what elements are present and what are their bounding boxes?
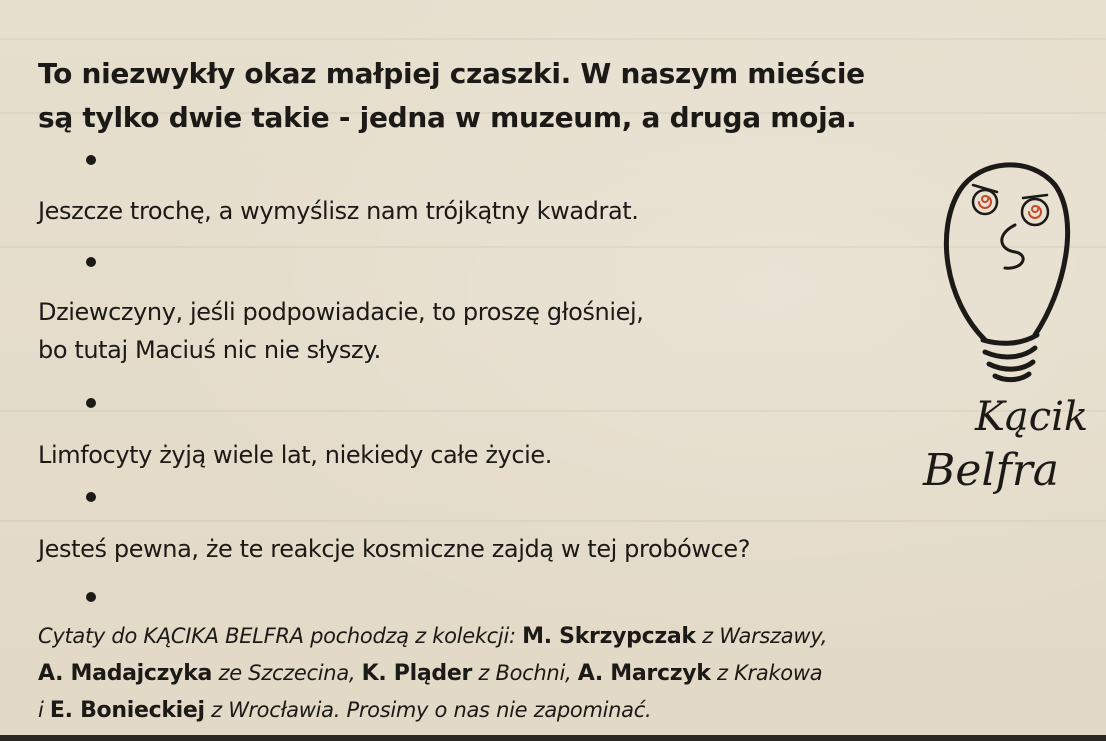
- quote-2-line-1: Dziewczyny, jeśli podpowiadacie, to proszę głośniej,: [38, 298, 644, 326]
- quote-1: [38, 192, 938, 230]
- credit-city: z Bochni,: [472, 661, 578, 685]
- quote-2-line-2: bo tutaj Maciuś nic nie słyszy.: [38, 336, 381, 364]
- quote-3: [38, 436, 938, 474]
- credit-city: z Warszawy,: [695, 624, 828, 648]
- kacik-belfra-logo: [905, 140, 1095, 520]
- quote-4: [38, 530, 938, 568]
- bleed-through-line: [0, 38, 1106, 40]
- logo-line-1: Kącik: [975, 394, 1089, 440]
- credits-intro: Cytaty do KĄCIKA BELFRA pochodzą z kolekcji:: [38, 624, 523, 648]
- bullet-separator: [86, 257, 96, 267]
- quote-1-line-1: Jeszcze trochę, a wymyślisz nam trójkątny kwadrat.: [38, 197, 639, 225]
- bullet-separator: [86, 492, 96, 502]
- credit-city: ze Szczecina,: [212, 661, 362, 685]
- credit-name: E. Bonieckiej: [49, 698, 205, 723]
- bullet-separator: [86, 592, 96, 602]
- lightbulb-head-icon: [946, 165, 1067, 380]
- bleed-through-line: [0, 520, 1106, 522]
- credits-outro: z Wrocławia. Prosimy o nas nie zapominać.: [204, 698, 652, 722]
- headline-line-1: To niezwykły okaz małpiej czaszki. W naszym mieście: [38, 57, 865, 90]
- credit-name: M. Skrzypczak: [522, 624, 696, 649]
- headline-line-2: są tylko dwie takie - jedna w muzeum, a druga moja.: [38, 101, 857, 134]
- credits-paragraph: [38, 618, 1068, 729]
- logo-line-2: Belfra: [923, 445, 1059, 496]
- credits-conjunction: i: [38, 698, 50, 722]
- quote-4-line-1: Jesteś pewna, że te reakcje kosmiczne zajdą w tej probówce?: [38, 535, 751, 563]
- bullet-separator: [86, 155, 96, 165]
- headline-quote: [38, 52, 1018, 140]
- credit-name: A. Marczyk: [577, 661, 711, 686]
- credit-name: K. Pląder: [361, 661, 473, 686]
- page-bottom-edge: [0, 735, 1106, 741]
- quote-2: [38, 293, 938, 369]
- quote-3-line-1: Limfocyty żyją wiele lat, niekiedy całe życie.: [38, 441, 552, 469]
- credit-name: A. Madajczyka: [38, 661, 213, 686]
- bullet-separator: [86, 398, 96, 408]
- credit-city: z Krakowa: [710, 661, 823, 685]
